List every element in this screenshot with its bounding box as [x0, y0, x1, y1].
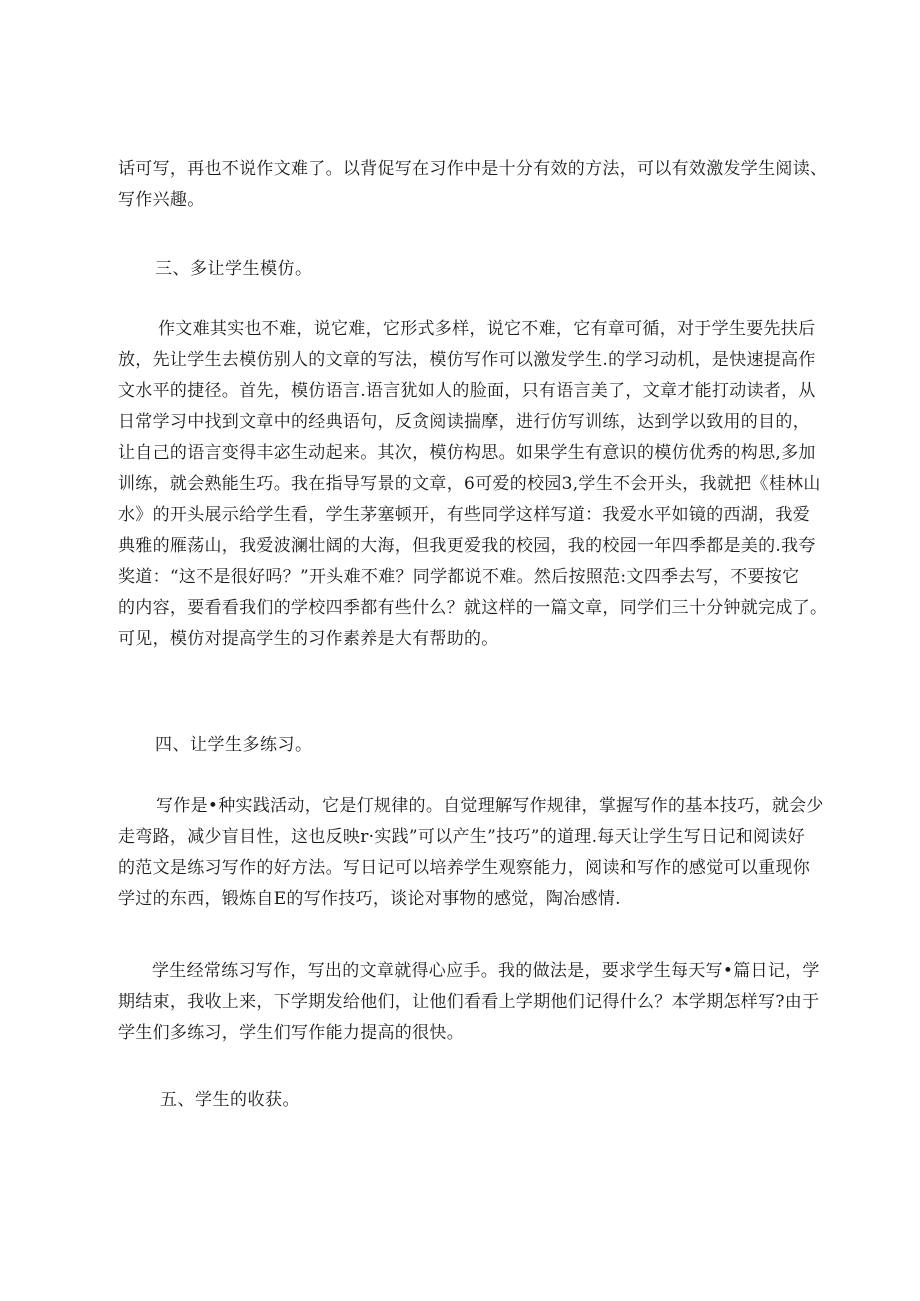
paragraph-line: 话可写，再也不说作文难了。以背促写在习作中是十分有效的方法，可以有效激发学生阅读、	[118, 159, 828, 179]
paragraph-line: 可见，模仿对提高学生的习作素养是大有帮助的。	[118, 629, 499, 649]
paragraph-line: 让自己的语言变得丰宓生动起来。其次，模仿构思。如果学生有意识的模仿优秀的构思,多加	[118, 443, 816, 463]
section-heading-5: 五、学生的收获。	[160, 1090, 300, 1110]
paragraph-line: 学生经常练习写作，写出的文章就得心应手。我的做法是，要求学生每天写•篇日记，学	[152, 961, 820, 981]
paragraph-line: 训练，就会熟能生巧。我在指导写景的文章，6可爱的校园3,学生不会开头，我就把《桂林山	[118, 474, 821, 494]
paragraph-line: 典雅的雁荡山，我爱波澜壮阔的大海，但我更爱我的校园，我的校园一年四季都是美的.我夸	[118, 536, 816, 556]
paragraph-line: 写作是•种实践活动，它是仃规律的。自觉理解写作规律，掌握写作的基本技巧，就会少	[156, 796, 824, 816]
paragraph-line: 学过的东西，锻炼自E的写作技巧，谈论对事物的感觉，陶冶感情.	[118, 889, 621, 909]
intro-paragraph	[118, 154, 827, 216]
paragraph-line: 的内容，要看看我们的学校四季都有些什么？就这样的一篇文章，同学们三十分钟就完成了。	[118, 598, 828, 618]
paragraph-line: 期结束，我收上来，下学期发给他们，让他们看看上学期他们记得什么？本学期怎样写?由于	[118, 992, 820, 1012]
section-3-paragraph	[118, 314, 827, 655]
paragraph-line: 文水平的捷径。首先，模仿语言.语言犹如人的脸面，只有语言美了，文章才能打动读者，从	[118, 381, 816, 401]
paragraph-line: 水》的开头展示给学生看，学生茅塞顿开，有些同学这样写道：我爱水平如镜的西湖，我爱	[118, 505, 810, 525]
paragraph-line: 日常学习中找到文章中的经典语句，反贪阅读揣摩，进行仿写训练，达到学以致用的目的，	[118, 412, 810, 432]
section-heading-3: 三、多让学生模仿。	[155, 259, 313, 279]
section-heading-4: 四、让学生多练习。	[155, 735, 313, 755]
paragraph-line: 走弯路，减少盲目性，这也反映r·实践”可以产生”技巧”的道理.每天让学生写日记和阅读好	[118, 827, 805, 847]
paragraph-line: 放，先让学生去模仿别人的文章的写法，模仿写作可以激发学生.的学习动机，是快速提高作	[118, 350, 816, 370]
paragraph-line: 奖道：“这不是很好吗？”开头难不难？同学都说不难。然后按照范:文四季去写，不要按它	[118, 567, 800, 587]
section-4-paragraph-2	[118, 956, 820, 1049]
paragraph-line: 作文难其实也不难，说它难，它形式多样，说它不难，它有章可循，对于学生要先扶后	[158, 319, 816, 339]
section-4-paragraph-1	[118, 791, 824, 915]
paragraph-line: 写作兴趣。	[118, 190, 205, 210]
paragraph-line: 的范文是练习写作的好方法。写日记可以培养学生观察能力，阅读和写作的感觉可以重现你	[118, 858, 810, 878]
paragraph-line: 学生们多练习，学生们写作能力提高的很快。	[118, 1023, 464, 1043]
